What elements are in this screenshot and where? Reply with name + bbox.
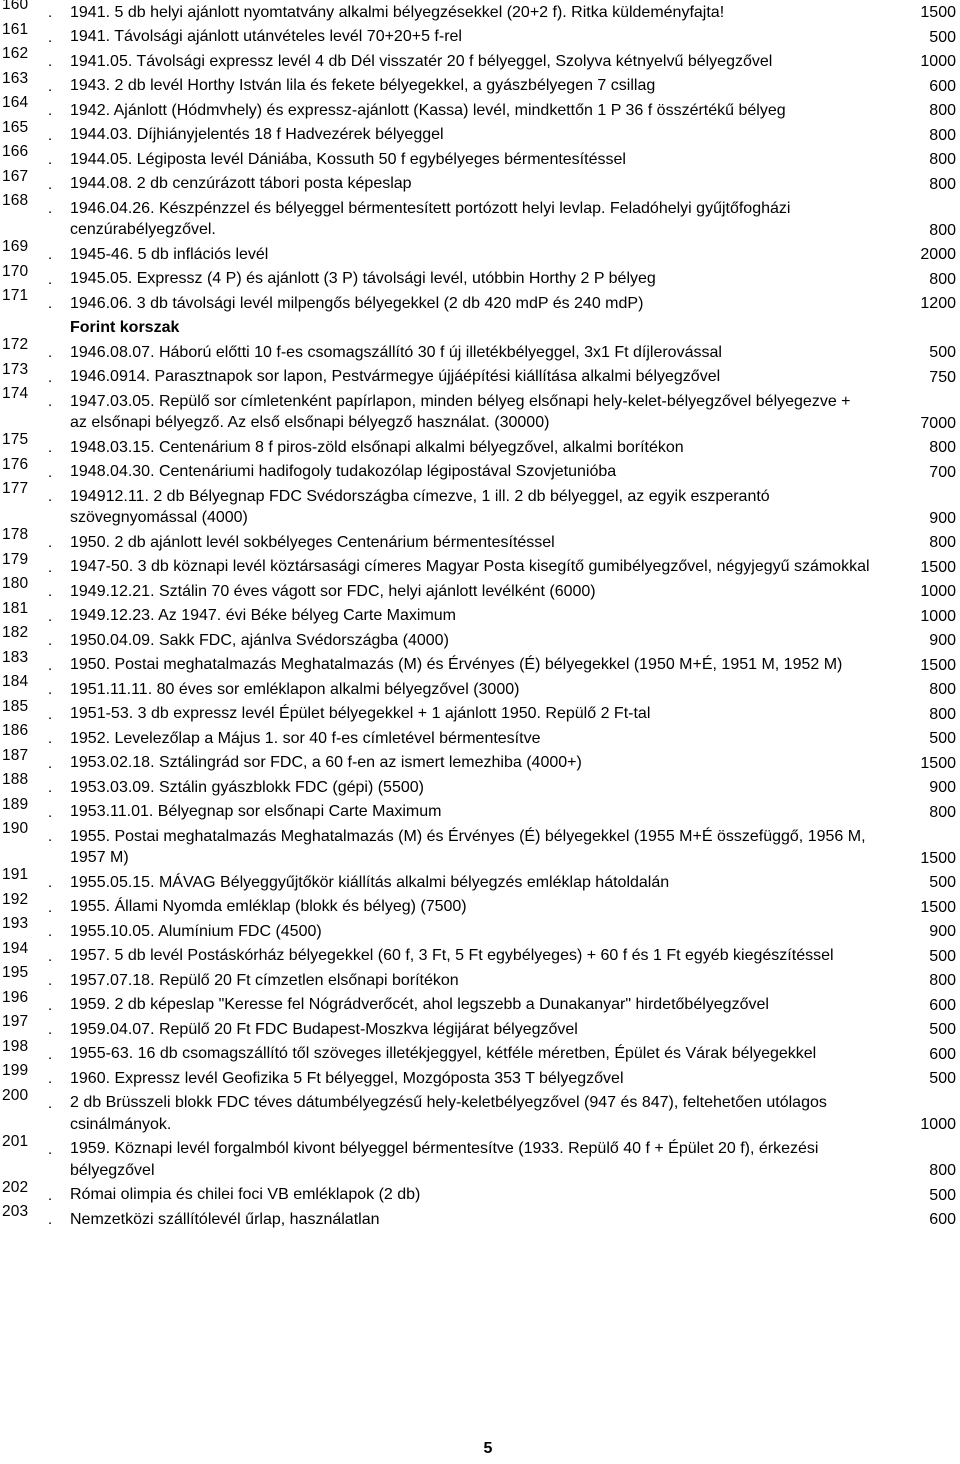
lot-row — [0, 915, 960, 944]
lot-row — [0, 1178, 960, 1208]
lot-number-dot: . — [48, 923, 53, 940]
lot-description: 1942. Ajánlott (Hódmvhely) és expressz-ajánlott (Kassa) levél, mindkettőn 1 P 36 f összértékű bélyeg — [70, 101, 786, 119]
lot-description: 1944.03. Díjhiányjelentés 18 f Hadvezérek bélyeggel — [70, 126, 444, 143]
lot-description: 1957. 5 db levél Postáskórház bélyegekkel (60 f, 3 Ft, 5 Ft egybélyeges) + 60 f és 1 Ft egyéb kiegészítéssel — [70, 947, 834, 964]
lot-price: 500 — [929, 28, 956, 46]
lot-price: 600 — [929, 996, 956, 1014]
lot-number: 197 — [2, 1013, 29, 1030]
lot-number-dot: . — [48, 803, 53, 821]
lot-number: 185 — [2, 697, 29, 715]
lot-row — [0, 262, 960, 292]
lot-price: 800 — [929, 705, 956, 723]
lot-price: 500 — [929, 1021, 956, 1038]
lot-number: 193 — [2, 915, 29, 932]
lot-number-dot: . — [48, 28, 53, 46]
lot-number-dot: . — [48, 1186, 53, 1204]
lot-description: 1944.08. 2 db cenzúrázott tábori posta képeslap — [70, 175, 412, 192]
lot-price: 600 — [929, 1211, 956, 1228]
lot-description: 1955.10.05. Alumínium FDC (4500) — [70, 922, 322, 940]
lot-price: 7000 — [920, 414, 956, 432]
lot-row — [0, 20, 960, 50]
lot-description: 1949.12.21. Sztálin 70 éves vágott sor FDC, helyi ajánlott levélként (6000) — [70, 582, 596, 600]
lot-number-dot: . — [48, 874, 53, 891]
lot-number: 196 — [2, 988, 29, 1006]
lot-number: 180 — [2, 575, 29, 592]
lot-description: 1945-46. 5 db inflációs levél — [70, 245, 269, 263]
lot-price: 1500 — [920, 849, 956, 867]
lot-row — [0, 192, 960, 242]
lot-description: 1955.05.15. MÁVAG Bélyeggyűjtőkör kiállítás alkalmi bélyegzés emléklap hátoldalán — [70, 873, 670, 891]
lot-price: 1500 — [920, 754, 956, 772]
lot-row — [0, 673, 960, 702]
lot-price: 500 — [929, 947, 956, 965]
lot-row — [0, 599, 960, 629]
lot-number-dot: . — [48, 779, 53, 796]
lot-number: 161 — [2, 20, 29, 38]
lot-row — [0, 697, 960, 727]
lot-row — [0, 624, 960, 653]
lot-price: 800 — [929, 270, 956, 288]
lot-number: 191 — [2, 866, 29, 883]
lot-number: 172 — [2, 336, 29, 353]
lot-number-dot: . — [48, 393, 53, 410]
lot-number: 165 — [2, 118, 29, 136]
lot-description: 1957.07.18. Repülő 20 Ft címzetlen elsőnapi borítékon — [70, 971, 459, 989]
lot-price: 800 — [929, 175, 956, 193]
lot-row — [0, 771, 960, 800]
lot-number-dot: . — [48, 344, 53, 361]
lot-price: 1200 — [920, 295, 956, 312]
lot-row — [0, 385, 960, 435]
lot-number: 163 — [2, 69, 29, 87]
lot-number-dot: . — [48, 439, 53, 456]
lot-description: 1955. Állami Nyomda emléklap (blokk és bélyeg) (7500) — [70, 898, 467, 915]
lot-number: 162 — [2, 45, 29, 62]
lot-row — [0, 238, 960, 267]
lot-number: 201 — [2, 1132, 29, 1150]
lot-price: 2000 — [920, 246, 956, 263]
lot-number-dot: . — [48, 488, 53, 505]
lot-number-dot: . — [48, 1045, 53, 1063]
lot-row — [0, 939, 960, 969]
page-footer — [0, 1440, 960, 1458]
lot-number: 166 — [2, 143, 29, 160]
lot-description: 1946.04.26. Készpénzzel és bélyeggel bérmentesített portózott helyi levlap. Feladóhelyi gyűjtőfogházi cenzúrabélyegzővel. — [70, 199, 791, 238]
lot-number-dot: . — [48, 1094, 53, 1112]
lot-number: 174 — [2, 385, 29, 402]
lot-price: 800 — [929, 972, 956, 989]
lot-description: 1950. Postai meghatalmazás Meghatalmazás (M) és Érvényes (É) bélyegekkel (1950 M+É, 1951 M, 1952 M) — [70, 656, 843, 673]
lot-number-dot: . — [48, 126, 53, 144]
lot-number: 182 — [2, 624, 29, 641]
lot-row — [0, 820, 960, 870]
lot-price: 500 — [929, 344, 956, 361]
lot-description: 1955. Postai meghatalmazás Meghatalmazás (M) és Érvényes (É) bélyegekkel (1955 M+É összefüggő, 1956 M, 1957 M) — [70, 827, 866, 866]
lot-row — [0, 648, 960, 678]
lot-price: 600 — [929, 1045, 956, 1063]
lot-number-dot: . — [48, 607, 53, 625]
lot-number: 190 — [2, 820, 29, 837]
lot-row — [0, 94, 960, 123]
lot-number-dot: . — [48, 151, 53, 168]
lot-description: 1946.0914. Parasztnapok sor lapon, Pestvármegye újjáépítési kiállítása alkalmi bélyegzővel — [70, 368, 721, 385]
lot-number-dot: . — [48, 1070, 53, 1087]
lot-price: 800 — [929, 102, 956, 119]
lot-row — [0, 1203, 960, 1232]
lot-description: 1947-50. 3 db köznapi levél köztársasági címeres Magyar Posta kisegítő gumibélyegzővel, négyjegyű számokkal — [70, 558, 870, 575]
lot-description: 2 db Brüsszeli blokk FDC téves dátumbélyegzésű hely-keletbélyegzővel (947 és 847), feltehetően utólagos csinálmányok. — [70, 1094, 827, 1133]
lot-number: 169 — [2, 238, 29, 255]
lot-description: 1955-63. 16 db csomagszállító től szöveges illetékjeggyel, kétféle méretben, Épület és Várak bélyegekkel — [70, 1045, 817, 1062]
lot-number-dot: . — [48, 705, 53, 723]
lot-row — [0, 1037, 960, 1067]
lot-row — [0, 336, 960, 365]
lot-number: 192 — [2, 890, 29, 908]
lot-number: 187 — [2, 746, 29, 764]
lot-number: 188 — [2, 771, 29, 788]
lot-price: 1000 — [920, 53, 956, 70]
lot-description: Nemzetközi szállítólevél űrlap, használatlan — [70, 1210, 380, 1228]
lot-price: 1500 — [920, 898, 956, 916]
lot-row — [0, 69, 960, 99]
lot-price: 1500 — [920, 558, 956, 576]
lot-number-dot: . — [48, 463, 53, 481]
lot-number-dot: . — [48, 730, 53, 747]
lot-row — [0, 1013, 960, 1042]
lot-row — [0, 550, 960, 580]
lot-description: 1943. 2 db levél Horthy István lila és fekete bélyegekkel, a gyászbélyegen 7 csillag — [70, 77, 656, 94]
lot-description: 1952. Levelezőlap a Május 1. sor 40 f-es címletével bérmentesítve — [70, 729, 541, 747]
lot-price: 800 — [929, 439, 956, 456]
lot-price: 900 — [929, 923, 956, 940]
lot-number: 175 — [2, 431, 29, 448]
lot-number: 202 — [2, 1178, 29, 1196]
lot-row — [0, 0, 960, 25]
lot-description: 1951.11.11. 80 éves sor emléklapon alkalmi bélyegzővel (3000) — [70, 680, 520, 698]
lot-number: 181 — [2, 599, 29, 617]
lot-description: 1949.12.23. Az 1947. évi Béke bélyeg Carte Maximum — [70, 607, 456, 624]
lot-number: 177 — [2, 480, 29, 497]
lot-row — [0, 1132, 960, 1183]
lot-row — [0, 1086, 960, 1137]
lot-price: 900 — [929, 779, 956, 796]
lot-description: 1953.02.18. Sztálingrád sor FDC, a 60 f-en az ismert lemezhiba (4000+) — [70, 754, 582, 771]
lot-description: 1959. 2 db képeslap "Keresse fel Nógrádverőcét, ahol legszebb a Dunakanyar" hirdetőbélyegzővel — [70, 996, 769, 1013]
lot-price: 800 — [929, 681, 956, 698]
lot-number-dot: . — [48, 947, 53, 965]
lot-description: 1960. Expressz levél Geofizika 5 Ft bélyeggel, Mozgóposta 353 T bélyegzővel — [70, 1069, 624, 1087]
lot-description: 1959.04.07. Repülő 20 Ft FDC Budapest-Moszkva légijárat bélyegzővel — [70, 1020, 578, 1038]
lot-number: 164 — [2, 94, 29, 111]
lot-price: 800 — [929, 1162, 956, 1179]
lot-price: 500 — [929, 1186, 956, 1204]
lot-number-dot: . — [48, 1211, 53, 1228]
lot-number: 203 — [2, 1203, 29, 1220]
lot-number: 167 — [2, 167, 29, 185]
lot-description: 1947.03.05. Repülő sor címletenként papírlapon, minden bélyeg elsőnapi hely-kelet-bélyegzővel bélyegezve + az elsőnapi bélyegző. Az első elsőnapi bélyegző használat. (30000) — [70, 392, 851, 431]
lot-row — [0, 431, 960, 460]
lot-number-dot: . — [48, 1021, 53, 1038]
lot-row — [0, 167, 960, 197]
lot-number-dot: . — [48, 632, 53, 649]
lot-price: 1500 — [920, 656, 956, 674]
lot-description: 194912.11. 2 db Bélyegnap FDC Svédországba címezve, 1 ill. 2 db bélyeggel, az egyik eszperantó szövegnyomással (4000) — [70, 487, 770, 526]
lot-description: 1948.04.30. Centenáriumi hadifogoly tudakozólap légipostával Szovjetunióba — [70, 463, 617, 480]
lot-row — [0, 455, 960, 485]
lot-number: 200 — [2, 1086, 29, 1104]
lot-description: 1950.04.09. Sakk FDC, ajánlva Svédországba (4000) — [70, 631, 449, 649]
lot-description: 1941. Távolsági ajánlott utánvételes levél 70+20+5 f-rel — [70, 28, 462, 45]
lot-row — [0, 795, 960, 825]
lot-number-dot: . — [48, 972, 53, 989]
lot-description: Római olimpia és chilei foci VB emléklapok (2 db) — [70, 1186, 421, 1203]
lot-description: 1945.05. Expressz (4 P) és ajánlott (3 P) távolsági levél, utóbbin Horthy 2 P bélyeg — [70, 270, 656, 287]
lot-number: 160 — [2, 0, 29, 13]
lot-number-dot: . — [48, 246, 53, 263]
lot-number-dot: . — [48, 368, 53, 386]
lot-description: 1946.06. 3 db távolsági levél milpengős bélyegekkel (2 db 420 mdP és 240 mdP) — [70, 294, 644, 312]
lot-row — [0, 526, 960, 555]
section-heading-label: Forint korszak — [70, 319, 180, 336]
lot-number-dot: . — [48, 53, 53, 70]
lot-price: 500 — [929, 874, 956, 891]
lot-price: 600 — [929, 77, 956, 95]
lot-number: 184 — [2, 673, 29, 690]
lot-row — [0, 722, 960, 751]
lot-number: 168 — [2, 192, 29, 209]
lot-number-dot: . — [48, 558, 53, 576]
lot-row — [0, 480, 960, 530]
lot-number-dot: . — [48, 200, 53, 217]
lot-number: 194 — [2, 939, 29, 957]
lot-row — [0, 746, 960, 776]
lot-number: 171 — [2, 287, 29, 304]
lot-row — [0, 575, 960, 604]
lot-price: 700 — [929, 463, 956, 481]
lot-price: 800 — [929, 151, 956, 168]
page-number: 5 — [483, 1440, 493, 1457]
lot-price: 800 — [929, 534, 956, 551]
lot-row — [0, 866, 960, 895]
lot-description: 1941.05. Távolsági expressz levél 4 db Dél visszatér 20 f bélyeggel, Szolyva kétnyelvű bélyegzővel — [70, 52, 773, 70]
lot-description: 1941. 5 db helyi ajánlott nyomtatvány alkalmi bélyegzésekkel (20+2 f). Ritka küldeményfajta! — [70, 3, 725, 21]
lot-price: 1000 — [920, 583, 956, 600]
lot-number-dot: . — [48, 295, 53, 312]
lot-description: 1953.11.01. Bélyegnap sor elsőnapi Carte Maximum — [70, 803, 442, 820]
lot-price: 800 — [929, 803, 956, 821]
lot-description: 1946.08.07. Háború előtti 10 f-es csomagszállító 30 f új illetékbélyeggel, 3x1 Ft díjlerovással — [70, 343, 722, 361]
lot-description: 1950. 2 db ajánlott levél sokbélyeges Centenárium bérmentesítéssel — [70, 533, 555, 551]
lot-price: 800 — [929, 221, 956, 239]
lot-price: 750 — [929, 368, 956, 386]
lot-number: 199 — [2, 1062, 29, 1079]
lot-number: 170 — [2, 262, 29, 280]
lot-row — [0, 118, 960, 148]
lot-description: 1951-53. 3 db expressz levél Épület bélyegekkel + 1 ajánlott 1950. Repülő 2 Ft-tal — [70, 705, 651, 722]
lot-number-dot: . — [48, 828, 53, 845]
lot-price: 500 — [929, 1070, 956, 1087]
lot-price: 1500 — [920, 4, 956, 21]
lot-number-dot: . — [48, 175, 53, 193]
lot-row — [0, 1062, 960, 1091]
lot-number: 198 — [2, 1037, 29, 1055]
lot-price: 1000 — [920, 607, 956, 625]
lot-number: 173 — [2, 360, 29, 378]
lot-row — [0, 45, 960, 74]
lot-row — [0, 360, 960, 390]
lot-number-dot: . — [48, 102, 53, 119]
lot-number-dot: . — [48, 583, 53, 600]
lot-row — [0, 988, 960, 1018]
lot-number-dot: . — [48, 996, 53, 1014]
lot-number-dot: . — [48, 4, 53, 21]
lot-number: 179 — [2, 550, 29, 568]
lot-number-dot: . — [48, 898, 53, 916]
lot-number: 195 — [2, 964, 29, 981]
section-heading — [0, 316, 960, 341]
lot-price: 900 — [929, 632, 956, 649]
lot-number: 183 — [2, 648, 29, 666]
lot-number-dot: . — [48, 754, 53, 772]
lot-number: 189 — [2, 795, 29, 813]
lot-number-dot: . — [48, 77, 53, 95]
lot-number-dot: . — [48, 656, 53, 674]
lot-number: 186 — [2, 722, 29, 739]
lot-number-dot: . — [48, 270, 53, 288]
lot-description: 1953.03.09. Sztálin gyászblokk FDC (gépi) (5500) — [70, 778, 424, 796]
lot-row — [0, 890, 960, 920]
lot-price: 500 — [929, 730, 956, 747]
lot-description: 1944.05. Légiposta levél Dániába, Kossuth 50 f egybélyeges bérmentesítéssel — [70, 150, 626, 168]
lot-price: 800 — [929, 126, 956, 144]
lot-description: 1948.03.15. Centenárium 8 f piros-zöld elsőnapi alkalmi bélyegzővel, alkalmi borítékon — [70, 438, 684, 456]
lot-price: 900 — [929, 509, 956, 527]
lot-number-dot: . — [48, 1140, 53, 1158]
lot-row — [0, 964, 960, 993]
lot-description: 1959. Köznapi levél forgalmból kivont bélyeggel bérmentesítve (1933. Repülő 40 f + Épület 20 f), érkezési bélyegzővel — [70, 1140, 819, 1179]
lot-row — [0, 143, 960, 172]
lot-number: 176 — [2, 455, 29, 473]
lot-price: 1000 — [920, 1116, 956, 1133]
lot-row — [0, 287, 960, 316]
lot-number-dot: . — [48, 681, 53, 698]
lot-number-dot: . — [48, 534, 53, 551]
lot-number: 178 — [2, 526, 29, 543]
